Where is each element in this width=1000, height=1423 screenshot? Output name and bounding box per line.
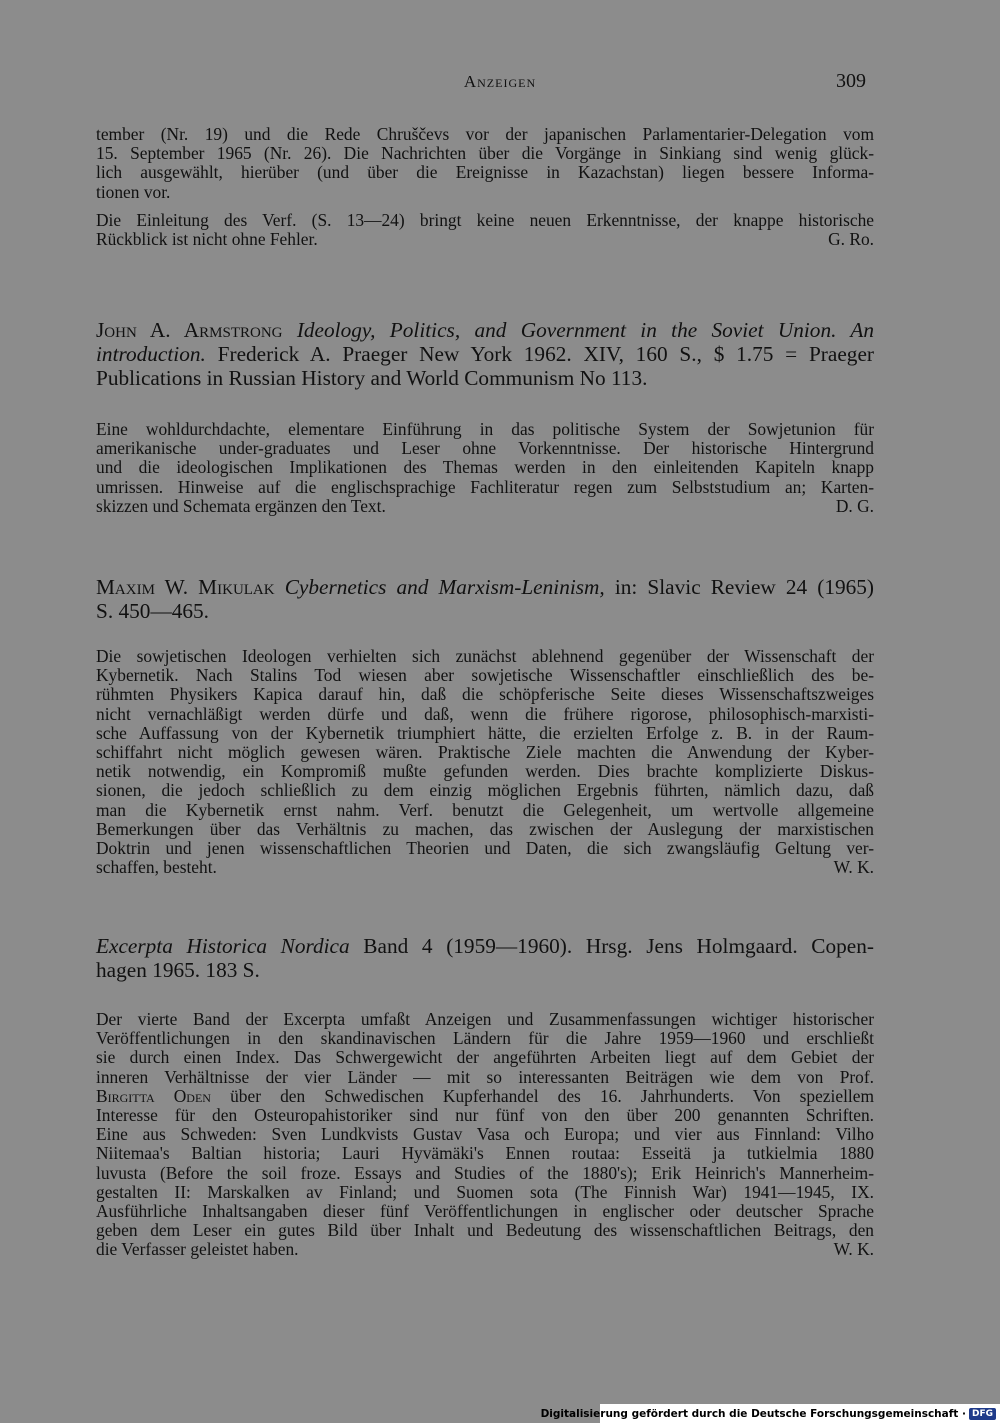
entry-heading-line: S. 450—465. xyxy=(96,599,210,623)
running-header: Anzeigen xyxy=(463,72,537,91)
text-line: man die Kybernetik ernst nahm. Verf. benutzt die Gelegenheit, um wertvolle allgemeine xyxy=(96,799,874,820)
text-line: Doktrin und jenen wissenschaftlichen Theorien und Daten, die sich zwangsläufig Geltung ver- xyxy=(96,838,874,859)
text-line: geben dem Leser ein gutes Bild über Inhalt und Bedeutung des wissenschaftlichen Beitrags, den xyxy=(96,1220,874,1241)
text-line: Bemerkungen über das Verhältnis zu machen, das zwischen der Auslegung der marxistischen xyxy=(96,818,874,839)
text-line: luvusta (Before the soil froze. Essays and Studies of the 1880's); Erik Heinrich's Mannerheim- xyxy=(96,1162,874,1183)
text-line: gestalten II: Marskalken av Finland; und Suomen sota (The Finnish War) 1941—1945, IX. xyxy=(96,1181,874,1202)
text-line: 15. September 1965 (Nr. 26). Die Nachrichten über die Vorgänge in Sinkiang sind wenig glück- xyxy=(96,143,874,164)
text-line: Eine aus Schweden: Sven Lundkvists Gustav Vasa och Europa; und vier aus Finnland: Vilho xyxy=(96,1124,874,1145)
text-line: tember (Nr. 19) und die Rede Chruščevs vor der japanischen Parlamentarier-Delegation vom xyxy=(96,124,874,144)
bibliographic-entry-excerpta xyxy=(96,934,874,982)
text-line: lich ausgewählt, hierüber (und über die Ereignisse in Kazachstan) liegen bessere Informa- xyxy=(96,162,874,183)
text-line: sche Auffassung von der Kybernetik triumphiert hätte, die erzielten Erfolge z. B. in der Raum- xyxy=(96,722,874,743)
reviewer-signature: D. G. xyxy=(835,495,874,516)
author-name: John A. Armstrong xyxy=(96,318,283,342)
author-name: Maxim W. Mikulak xyxy=(96,575,275,599)
text-line: Eine wohldurchdachte, elementare Einführung in das politische System der Sowjetunion für xyxy=(96,419,874,439)
bibliographic-entry-armstrong xyxy=(96,318,874,390)
text-line: Der vierte Band der Excerpta umfaßt Anzeigen und Zusammenfassungen wichtiger historischer xyxy=(96,1009,874,1029)
review-continuation xyxy=(96,125,874,249)
text-line: nicht vernachläßigt werden dürfe und daß, wenn die frühere rigorose, philosophisch-marxisti- xyxy=(96,703,874,724)
text-line: inneren Verhältnisse der vier Länder — mit so interessanten Beiträgen wie dem von Prof. xyxy=(96,1066,874,1087)
text-line: Die Einleitung des Verf. (S. 13—24) bringt keine neuen Erkenntnisse, der knappe historische xyxy=(96,209,874,230)
reviewer-signature: W. K. xyxy=(833,1239,874,1260)
text-line: netik notwendig, ein Kompromiß mußte gefunden werden. Dies brachte komplizierte Diskus- xyxy=(96,761,874,782)
text-line: sie durch einen Index. Das Schwergewicht der angeführten Arbeiten liegt auf dem Gebiet der xyxy=(96,1047,874,1068)
text-line: Interesse für den Osteuropahistoriker sind nur fünf von den über 200 genannten Schriften. xyxy=(96,1105,874,1126)
text-line: Ausführliche Inhaltsangaben dieser fünf Veröffentlichungen in englischer oder deutscher Sprache xyxy=(96,1201,874,1222)
text-line: und die ideologischen Implikationen des Themas werden in den einleitenden Kapiteln knapp xyxy=(96,457,874,478)
bibliographic-entry-mikulak xyxy=(96,575,874,623)
entry-heading-line: Excerpta Historica Nordica Band 4 (1959—1960). Hrsg. Jens Holmgaard. Copen- xyxy=(96,934,874,958)
work-title: Cybernetics and Marxism-Leninism, xyxy=(284,575,605,599)
digitization-footer xyxy=(540,1404,1000,1423)
entry-heading-line: Maxim W. Mikulak Cybernetics and Marxism-Leninism, in: Slavic Review 24 (1965) xyxy=(96,575,875,599)
text-line: schiffahrt nicht möglich gewesen wären. Praktische Ziele machten die Anwendung der Kyber- xyxy=(96,742,874,763)
review-mikulak xyxy=(96,647,874,877)
text-line: amerikanische under-graduates und Leser ohne Vorkenntnisse. Der historische Hintergrund xyxy=(96,438,874,459)
dfg-logo: DFG xyxy=(969,1408,996,1420)
work-title: Excerpta Historica Nordica xyxy=(96,934,350,958)
review-excerpta xyxy=(96,1010,874,1260)
text-line: skizzen und Schemata ergänzen den Text. D. G. xyxy=(96,495,874,516)
entry-heading-line xyxy=(96,318,874,342)
text-line: Die sowjetischen Ideologen verhielten sich zunächst ablehnend gegenüber der Wissenschaft der xyxy=(96,646,874,666)
text-line: Kybernetik. Nach Stalins Tod wiesen aber sowjetische Wissenschaftler einschließlich des be- xyxy=(96,665,874,686)
text-line: schaffen, besteht. W. K. xyxy=(96,857,874,878)
review-armstrong xyxy=(96,420,874,516)
text-line: Birgitta Oden über den Schwedischen Kupferhandel des 16. Jahrhunderts. Von speziellem xyxy=(96,1085,874,1106)
text-line: tionen vor. xyxy=(96,181,171,202)
footer-text: Digitalisierung gefördert durch die Deutsche Forschungsgemeinschaft · xyxy=(540,1407,966,1420)
page-number: 309 xyxy=(836,70,866,92)
text-line: Veröffentlichungen in den skandinavischen Ländern für die Jahre 1959—1960 und erschließt xyxy=(96,1028,874,1049)
text-line: sionen, die jedoch schließlich zu dem einzig möglichen Ergebnis führten, nämlich dazu, daß xyxy=(96,780,874,801)
person-name: Birgitta Oden xyxy=(96,1085,211,1106)
text-line: die Verfasser geleistet haben. W. K. xyxy=(96,1239,874,1260)
text-line: rühmten Physikers Kapica darauf hin, daß die schöpferische Seite dieses Wissenschaftszweiges xyxy=(96,684,874,705)
entry-heading-line: Publications in Russian History and World Communism No 113. xyxy=(96,366,648,390)
reviewer-signature: W. K. xyxy=(833,857,874,878)
entry-heading-line: hagen 1965. 183 S. xyxy=(96,958,260,982)
reviewer-signature: G. Ro. xyxy=(828,229,874,250)
text-line: Rückblick ist nicht ohne Fehler. G. Ro. xyxy=(96,229,874,250)
work-title: Ideology, Politics, and Government in the Soviet Union. An xyxy=(296,318,874,342)
text-line: Niitemaa's Baltian historia; Lauri Hyvämäki's Ennen routaa: Esseitä ja tutkielmia 1880 xyxy=(96,1143,874,1164)
entry-heading-line: introduction. Frederick A. Praeger New York 1962. XIV, 160 S., $ 1.75 = Praeger xyxy=(96,342,874,366)
text-line: umrissen. Hinweise auf die englischsprachige Fachliteratur regen zum Selbststudium an; Karten- xyxy=(96,476,874,497)
